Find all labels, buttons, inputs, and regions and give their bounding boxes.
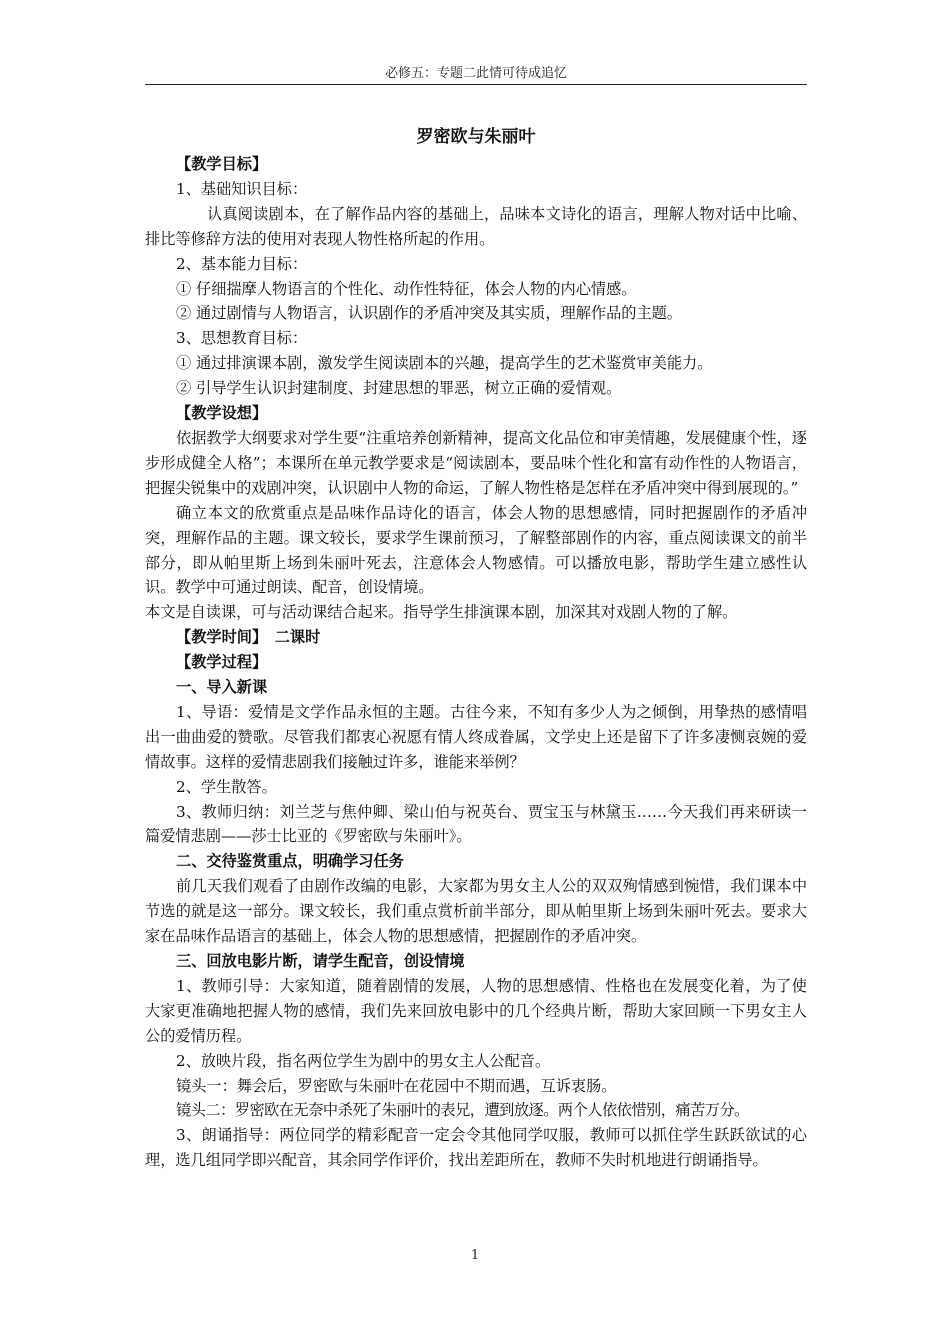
- paragraph: 确立本文的欣赏重点是品味作品诗化的语言，体会人物的思想感情，同时把握剧作的矛盾冲突，理解作品的主题。课文较长，要求学生课前预习，了解整部剧作的内容，重点阅读课文的前半部分，即从帕里斯上场到朱丽叶死去，注意体会人物感情。可以播放电影，帮助学生建立感性认识。教学中可通过朗读、配音，创设情境。: [145, 503, 807, 597]
- paragraph: 【教学时间】 二课时: [176, 628, 321, 647]
- paragraph: 2、学生散答。: [176, 777, 277, 796]
- paragraph: 【教学目标】: [176, 155, 268, 173]
- paragraph: 前几天我们观看了由剧作改编的电影，大家都为男女主人公的双双殉情感到惋惜，我们课本中节选的就是这一部分。课文较长，我们重点赏析前半部分，即从帕里斯上场到朱丽叶死去。要求大家在品味作品语言的基础上，体会人物的思想感情，把握剧作的矛盾冲突。: [145, 877, 807, 946]
- paragraph: 镜头二：罗密欧在无奈中杀死了朱丽叶的表兄，遭到放逐。两个人依依惜别，痛苦万分。: [176, 1101, 749, 1120]
- paragraph: 3、朗诵指导：两位同学的精彩配音一定会令其他同学叹服，教师可以抓住学生跃跃欲试的心理，选几组同学即兴配音，其余同学作评价，找出差距所在，教师不失时机地进行朗诵指导。: [145, 1126, 807, 1170]
- document-title: 罗密欧与朱丽叶: [416, 127, 536, 147]
- paragraph: 【教学过程】: [176, 653, 268, 672]
- header-rule: [145, 84, 807, 85]
- paragraph: 3、教师归纳：刘兰芝与焦仲卿、梁山伯与祝英台、贾宝玉与林黛玉……今天我们再来研读一篇爱情悲剧——莎士比亚的《罗密欧与朱丽叶》。: [145, 802, 807, 846]
- paragraph-list: [145, 152, 807, 1173]
- page-number: 1: [470, 1248, 480, 1263]
- paragraph: 二、交待鉴赏重点，明确学习任务: [176, 852, 404, 871]
- paragraph: 一、导入新课: [176, 678, 268, 697]
- paragraph: ② 通过剧情与人物语言，认识剧作的矛盾冲突及其实质，理解作品的主题。: [176, 304, 683, 323]
- paragraph: ② 引导学生认识封建制度、封建思想的罪恶，树立正确的爱情观。: [176, 379, 622, 398]
- paragraph: 1、基础知识目标：: [176, 179, 308, 198]
- paragraph: 认真阅读剧本，在了解作品内容的基础上，品味本文诗化的语言，理解人物对话中比喻、排比等修辞方法的使用对表现人物性格所起的作用。: [145, 204, 807, 248]
- paragraph: 2、基本能力目标：: [176, 254, 308, 273]
- paragraph: 依据教学大纲要求对学生要“注重培养创新精神，提高文化品位和审美情趣，发展健康个性，逐步形成健全人格”；本课所在单元教学要求是“阅读剧本，要品味个性化和富有动作性的人物语言，把握尖锐集中的戏剧冲突，认识剧中人物的命运，了解人物性格是怎样在矛盾冲突中得到展现的。”: [145, 428, 807, 497]
- paragraph: 本文是自读课，可与活动课结合起来。指导学生排演课本剧，加深其对戏剧人物的了解。: [145, 603, 738, 622]
- paragraph: ① 仔细揣摩人物语言的个性化、动作性特征，体会人物的内心情感。: [176, 279, 637, 298]
- paragraph: 1、教师引导：大家知道，随着剧情的发展，人物的思想感情、性格也在发展变化着，为了使大家更准确地把握人物的感情，我们先来回放电影中的几个经典片断，帮助大家回顾一下男女主人公的爱情历程。: [145, 976, 807, 1045]
- paragraph: 3、思想教育目标：: [176, 329, 308, 348]
- paragraph: 【教学设想】: [176, 404, 268, 423]
- paragraph: 1、导语：爱情是文学作品永恒的主题。古往今来，不知有多少人为之倾倒，用挚热的感情唱出一曲曲爱的赞歌。尽管我们都衷心祝愿有情人终成眷属，文学史上还是留下了许多凄恻哀婉的爱情故事。这样的爱情悲剧我们接触过许多，谁能来举例？: [145, 702, 807, 771]
- paragraph: ① 通过排演课本剧，激发学生阅读剧本的兴趣，提高学生的艺术鉴赏审美能力。: [176, 354, 713, 373]
- running-header: 必修五：专题二此情可待成追忆: [384, 66, 567, 81]
- paragraph: 三、回放电影片断，请学生配音，创设情境: [176, 952, 465, 970]
- paragraph: 镜头一：舞会后，罗密欧与朱丽叶在花园中不期而遇，互诉衷肠。: [176, 1076, 617, 1095]
- paragraph: 2、放映片段，指名两位学生为剧中的男女主人公配音。: [176, 1051, 551, 1070]
- document-body: [145, 122, 807, 1173]
